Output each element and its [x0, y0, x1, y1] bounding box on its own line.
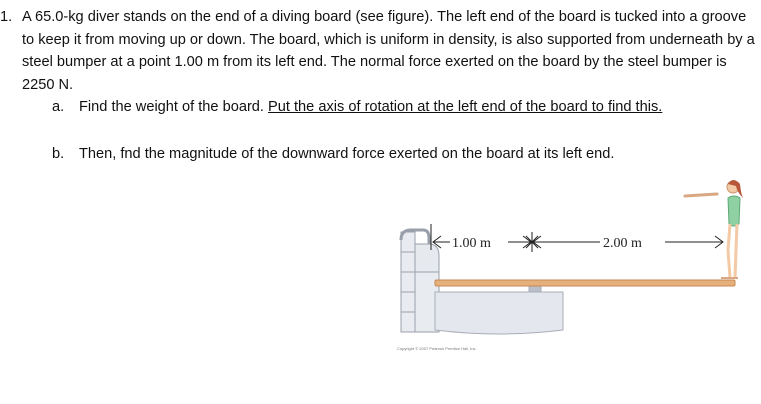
- dimension-label-1m: 1.00 m: [452, 236, 491, 251]
- diving-board-figure: [395, 168, 755, 353]
- problem-statement: [0, 6, 755, 96]
- part-a-text: Find the weight of the board.: [79, 99, 269, 115]
- diver-leg: [728, 224, 730, 278]
- diver: [685, 180, 743, 278]
- part-b-text: Then, fnd the magnitude of the downward force exerted on the board at its left end.: [79, 146, 615, 162]
- ladder-rail: [401, 232, 415, 332]
- part-a-letter: a.: [52, 99, 65, 115]
- pedestal-top: [415, 244, 439, 276]
- problem-number: 1.: [0, 9, 13, 25]
- diver-arms: [685, 194, 717, 196]
- diving-board: [435, 280, 735, 286]
- part-a-underlined-text: Put the axis of rotation at the left end of the board to find this.: [268, 99, 663, 115]
- diver-leg: [735, 224, 737, 278]
- dimension-lines: [431, 224, 723, 252]
- dimension-label-2m: 2.00 m: [603, 236, 642, 251]
- platform-structure: [401, 230, 439, 332]
- part-b: [52, 143, 752, 166]
- figure-credit: Copyright © 2007 Pearson Prentice Hall, Inc.: [397, 346, 477, 351]
- part-a-body: [79, 96, 719, 119]
- part-b-letter: b.: [52, 146, 65, 162]
- problem-text: A 65.0-kg diver stands on the end of a diving board (see figure). The left end of the board is tucked into a groove to keep it from moving up or down. The board, which is uniform in density, is also supported from underneath by a steel bumper at a point 1.00 m from its left end. The normal force exerted on the board by the steel bumper is 2250 N.: [22, 9, 755, 93]
- diver-swimsuit: [728, 196, 740, 226]
- steel-bumper: [529, 286, 541, 292]
- part-a: [52, 96, 752, 142]
- support-box: [435, 292, 563, 334]
